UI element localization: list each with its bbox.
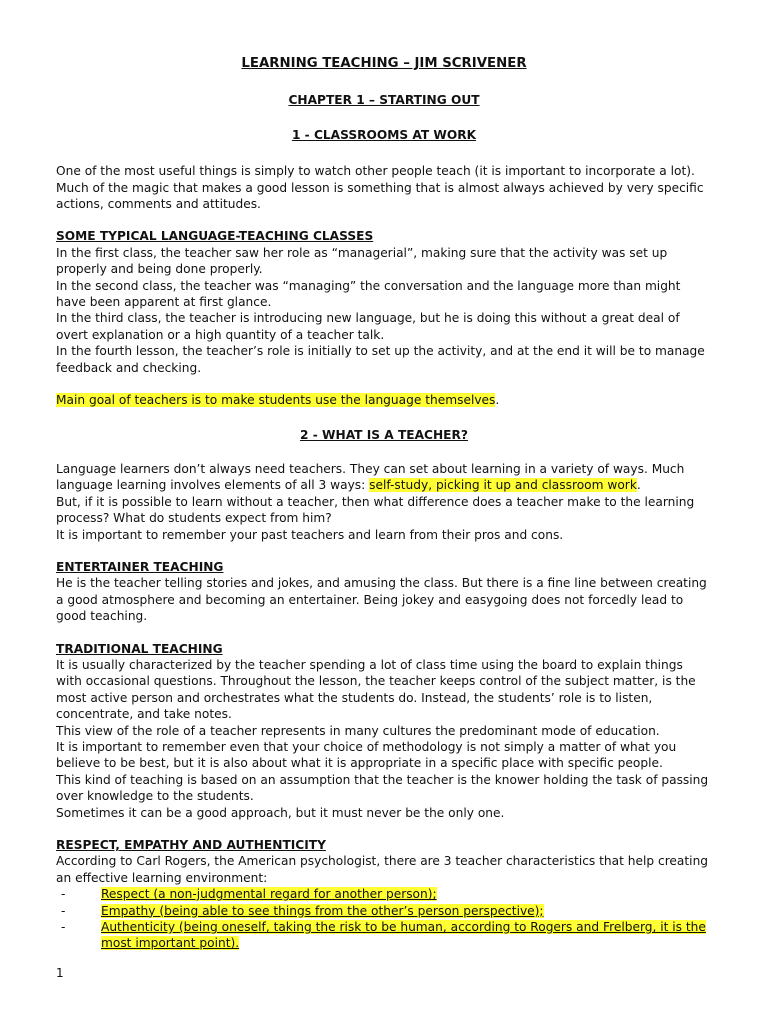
typical-line-4: In the fourth lesson, the teacher’s role is initially to set up the activity, and at the end it will be to manage feedback and checking. [56,344,705,375]
traditional-line-1: It is usually characterized by the teacher spending a lot of class time using the board to explain things with occasional questions. Throughout the lesson, the teacher keeps control of the subject matter, is the most active person and orchestrates what the students do. Instead, the students’ role is to listen, concentrate, and take notes. [56,657,696,722]
traditional-line-2: This view of the role of a teacher represents in many cultures the predominant mode of education. [56,723,660,738]
typical-line-1: In the first class, the teacher saw her role as “managerial”, making sure that the activity was set up properly and being done properly. [56,245,668,277]
typical-line-3: In the third class, the teacher is introducing new language, but he is doing this without a great deal of overt explanation or a high quantity of a teacher talk. [56,311,680,342]
traditional-line-4: This kind of teaching is based on an assumption that the teacher is the knower holding the task of passing over knowledge to the students. [56,772,709,804]
traditional-line-5: Sometimes it can be a good approach, but it must never be the only one. [56,805,505,820]
page-number: 1 [56,966,64,980]
learners-highlight: self-study, picking it up and classroom work [369,478,637,493]
chapter-heading: CHAPTER 1 – STARTING OUT [288,93,480,108]
typical-classes-heading: SOME TYPICAL LANGUAGE-TEACHING CLASSES [56,229,374,244]
list-item [56,919,712,952]
main-goal-highlight: Main goal of teachers is to make students use the language themselves [56,393,496,408]
traditional-line-3: It is important to remember even that your choice of methodology is not simply a matter of what you believe to be best, but it is also about what it is appropriate in a specific place with specific people. [56,740,677,771]
entertainer-heading: ENTERTAINER TEACHING [56,559,224,574]
intro-paragraph: One of the most useful things is simply to watch other people teach (it is important to incorporate a lot). Much of the magic that makes a good lesson is something that is almost always achieved by very specific actions, comments and attitudes. [56,164,704,212]
list-item [56,903,712,919]
empathy-item: Empathy (being able to see things from the other’s person perspective); [101,903,544,918]
respect-item: Respect (a non-judgmental regard for another person); [101,887,437,902]
document-title: LEARNING TEACHING – JIM SCRIVENER [241,56,527,71]
section-heading-classrooms: 1 - CLASSROOMS AT WORK [291,127,477,142]
learners-paragraph [56,461,712,494]
learners-line-1: But, if it is possible to learn without a teacher, then what difference does a teacher make to the learning process? What do students expect from him? [56,494,695,526]
learners-text: Language learners don’t always need teachers. They can set about learning in a variety of ways. Much language learning involves elements of all 3 ways: [56,461,685,493]
authenticity-item: Authenticity (being oneself, taking the risk to be human, according to Rogers and Frelberg, it is the most important point). [101,920,706,951]
document-page [56,56,712,952]
main-goal-paragraph [56,392,712,408]
typical-line-2: In the second class, the teacher was “managing” the conversation and the language more than might have been apparent at first glance. [56,278,681,310]
dash-bullet: - [61,887,66,902]
section-heading-teacher: 2 - WHAT IS A TEACHER? [300,427,468,442]
respect-heading: RESPECT, EMPATHY AND AUTHENTICITY [56,838,326,853]
list-item [56,886,712,902]
traditional-heading: TRADITIONAL TEACHING [56,641,223,656]
dash-bullet: - [61,920,66,935]
entertainer-paragraph: He is the teacher telling stories and jokes, and amusing the class. But there is a fine line between creating a good atmosphere and becoming an entertainer. Being jokey and easygoing does not forcedly lead to good teaching. [56,576,707,624]
main-goal-end: . [495,393,500,408]
respect-intro: According to Carl Rogers, the American psychologist, there are 3 teacher characteristics that help creating an effective learning environment: [56,854,709,885]
respect-list [56,886,712,952]
learners-line-2: It is important to remember your past teachers and learn from their pros and cons. [56,527,564,542]
dash-bullet: - [61,903,66,918]
learners-end: . [636,478,641,493]
